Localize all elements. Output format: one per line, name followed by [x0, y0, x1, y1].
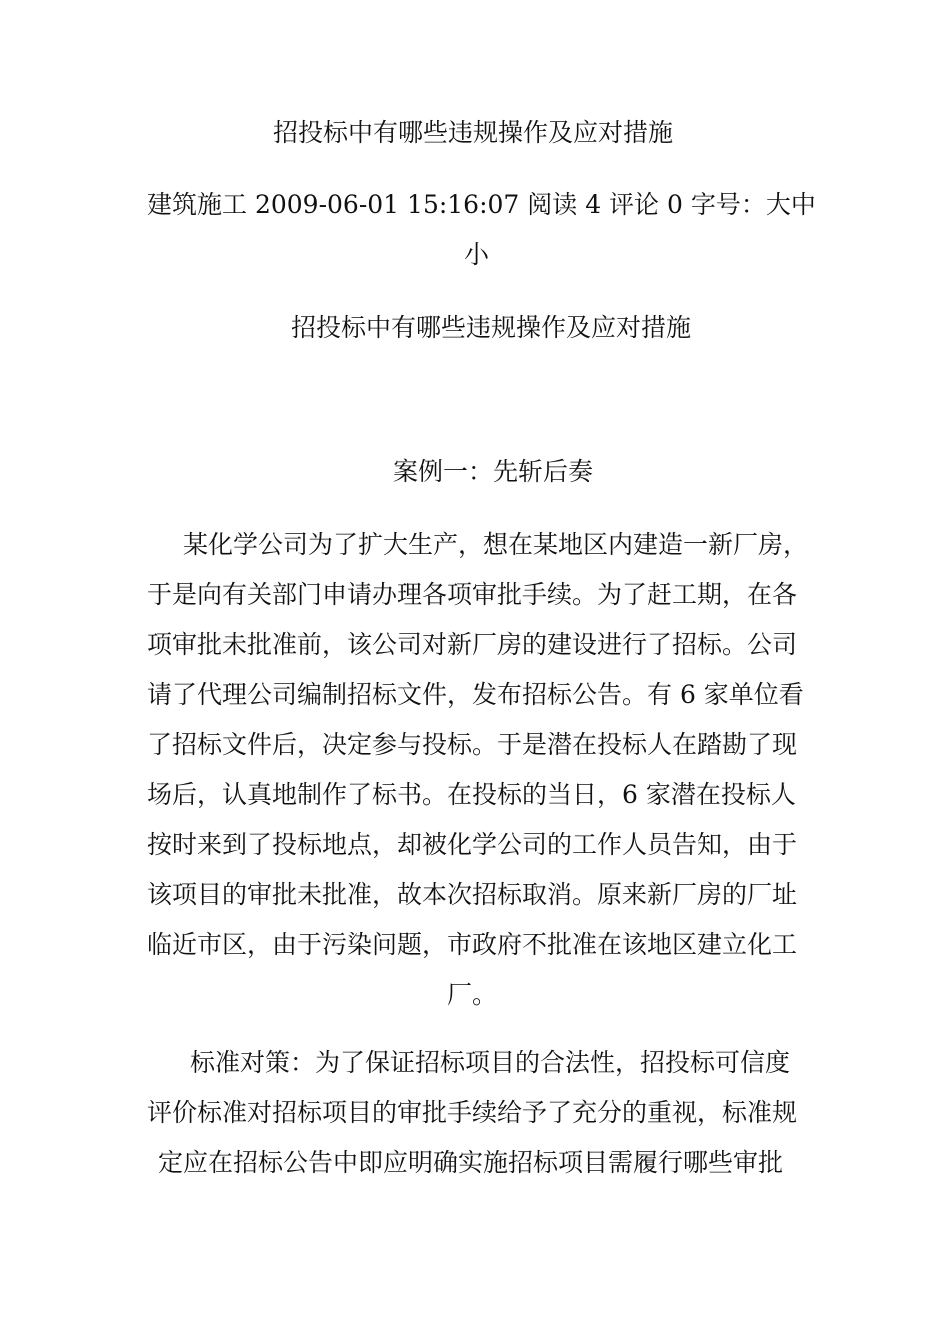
- paragraph-line: 按时来到了投标地点，却被化学公司的工作人员告知，由于: [147, 830, 798, 859]
- paragraph-line: 定应在招标公告中即应明确实施招标项目需履行哪些审批: [158, 1148, 784, 1177]
- paragraph-line: 于是向有关部门申请办理各项审批手续。为了赶工期，在各: [147, 580, 798, 609]
- paragraph-line: 标准对策：为了保证招标项目的合法性，招投标可信度: [190, 1048, 791, 1077]
- document-subtitle: 招投标中有哪些违规操作及应对措施: [291, 313, 692, 342]
- article-meta-line-1: 建筑施工 2009-06-01 15:16:07 阅读 4 评论 0 字号：大中: [147, 190, 816, 219]
- paragraph-line: 请了代理公司编制招标文件，发布招标公告。有 6 家单位看: [147, 680, 804, 709]
- paragraph-line: 厂。: [447, 980, 498, 1009]
- case-title: 案例一：先斩后奏: [393, 457, 594, 486]
- paragraph-line: 该项目的审批未批准，故本次招标取消。原来新厂房的厂址: [147, 880, 798, 909]
- paragraph-line: 场后，认真地制作了标书。在投标的当日，6 家潜在投标人: [147, 780, 796, 809]
- paragraph-line: 评价标准对招标项目的审批手续给予了充分的重视，标准规: [147, 1098, 798, 1127]
- paragraph-line: 了招标文件后，决定参与投标。于是潜在投标人在踏勘了现: [147, 730, 798, 759]
- document-title: 招投标中有哪些违规操作及应对措施: [273, 118, 674, 147]
- paragraph-line: 项审批未批准前，该公司对新厂房的建设进行了招标。公司: [147, 630, 798, 659]
- paragraph-line: 某化学公司为了扩大生产，想在某地区内建造一新厂房，: [183, 530, 809, 559]
- paragraph-line: 临近市区，由于污染问题，市政府不批准在该地区建立化工: [147, 930, 798, 959]
- article-meta-line-2: 小: [464, 240, 490, 269]
